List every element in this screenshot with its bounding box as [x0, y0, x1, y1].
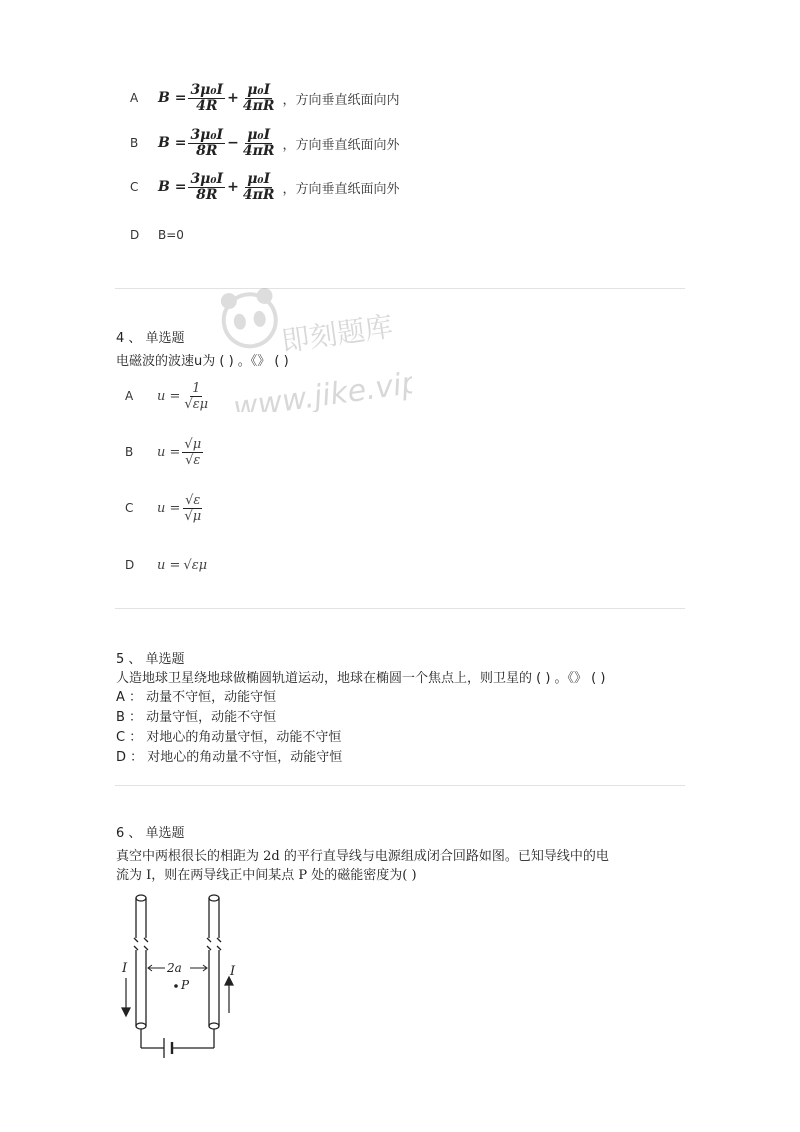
lhs: B = — [158, 179, 187, 195]
watermark — [212, 282, 412, 416]
right-current-label: I — [230, 964, 236, 979]
option-letter: D — [130, 228, 140, 242]
fraction-1: $\frac{\text{3μ₀I}}{4R}$ — [190, 81, 224, 114]
option-letter: A — [130, 91, 139, 105]
fraction: $\frac{√\mu}{√\varepsilon}$ — [184, 436, 202, 468]
q4-option-c[interactable] — [125, 490, 205, 526]
left-wire — [134, 895, 148, 1029]
distance-label: 2a — [167, 961, 182, 975]
divider — [115, 785, 685, 786]
option-letter: C — [125, 501, 134, 515]
operator: + — [227, 90, 239, 106]
point-p-dot — [174, 984, 178, 988]
q4-header: 4 、 单选题 — [116, 331, 185, 346]
left-current-label: I — [122, 961, 128, 976]
q3-option-c[interactable] — [130, 169, 399, 205]
operator: − — [227, 135, 239, 151]
divider — [115, 608, 685, 609]
q6-text-line1: 真空中两根很长的相距为 2d 的平行直导线与电源组成闭合回路如图。已知导线中的电 — [116, 849, 609, 864]
fraction: $\frac{1}{√\varepsilon\mu}$ — [184, 380, 209, 412]
direction-note: ，方向垂直纸面向内 — [282, 92, 400, 108]
q3-option-b[interactable] — [130, 125, 399, 161]
lhs: u = — [157, 388, 181, 404]
right-wire — [207, 895, 221, 1029]
lhs: B = — [158, 90, 187, 106]
point-label: P — [181, 978, 190, 992]
lhs: u = — [157, 500, 181, 516]
fraction-2: $\frac{\text{μ₀I}}{4\pi R}$ — [242, 126, 275, 159]
current-arrow-up — [225, 977, 233, 1013]
q5-option-c[interactable]: C ： 对地心的角动量守恒，动能不守恒 — [116, 730, 342, 745]
fraction-2: $\frac{\text{μ₀I}}{4\pi R}$ — [242, 81, 275, 114]
q6-text-line2: 流为 I，则在两导线正中间某点 P 处的磁能密度为( ) — [116, 868, 417, 883]
q4-option-d[interactable] — [125, 555, 207, 575]
q6-circuit-figure — [110, 888, 250, 1068]
lhs: u = — [157, 444, 181, 460]
current-arrow-down — [122, 978, 130, 1016]
battery-circuit — [141, 1029, 214, 1058]
q3-option-a[interactable] — [130, 80, 399, 116]
option-letter: A — [125, 389, 134, 403]
option-text: B=0 — [158, 228, 184, 242]
q3-option-d[interactable] — [130, 225, 184, 245]
q5-option-b[interactable]: B ： 动量守恒，动能不守恒 — [116, 710, 277, 725]
lhs: u = — [157, 557, 181, 573]
q6-header: 6 、 单选题 — [116, 826, 185, 841]
watermark-brand: 即刻题库 — [279, 309, 395, 359]
direction-note: ，方向垂直纸面向外 — [282, 137, 400, 153]
direction-note: ，方向垂直纸面向外 — [282, 181, 400, 197]
option-letter: C — [130, 180, 139, 194]
option-letter: D — [125, 558, 135, 572]
lhs: B = — [158, 135, 187, 151]
fraction-2: $\frac{\text{μ₀I}}{4\pi R}$ — [242, 170, 275, 203]
q5-option-a[interactable]: A ： 动量不守恒，动能守恒 — [116, 690, 277, 705]
fraction-1: $\frac{\text{3μ₀I}}{8R}$ — [190, 126, 224, 159]
panda-logo-icon — [212, 282, 412, 412]
fraction: $\frac{√\varepsilon}{√\mu}$ — [184, 492, 202, 524]
q5-text: 人造地球卫星绕地球做椭圆轨道运动，地球在椭圆一个焦点上，则卫星的 ( ) 。《》 ( ) — [116, 671, 606, 686]
expression: √εμ — [183, 557, 208, 573]
operator: + — [227, 179, 239, 195]
q5-option-d[interactable]: D ： 对地心的角动量不守恒，动能守恒 — [116, 750, 343, 765]
divider — [115, 288, 685, 289]
watermark-url: www.jike.vip — [231, 365, 412, 412]
q4-option-a[interactable] — [125, 378, 212, 414]
fraction-1: $\frac{\text{3μ₀I}}{8R}$ — [190, 170, 224, 203]
q5-header: 5 、 单选题 — [116, 652, 185, 667]
q4-text: 电磁波的波速u为 ( ) 。《》 ( ) — [116, 354, 289, 369]
q4-option-b[interactable] — [125, 434, 205, 470]
option-letter: B — [125, 445, 134, 459]
option-letter: B — [130, 136, 139, 150]
